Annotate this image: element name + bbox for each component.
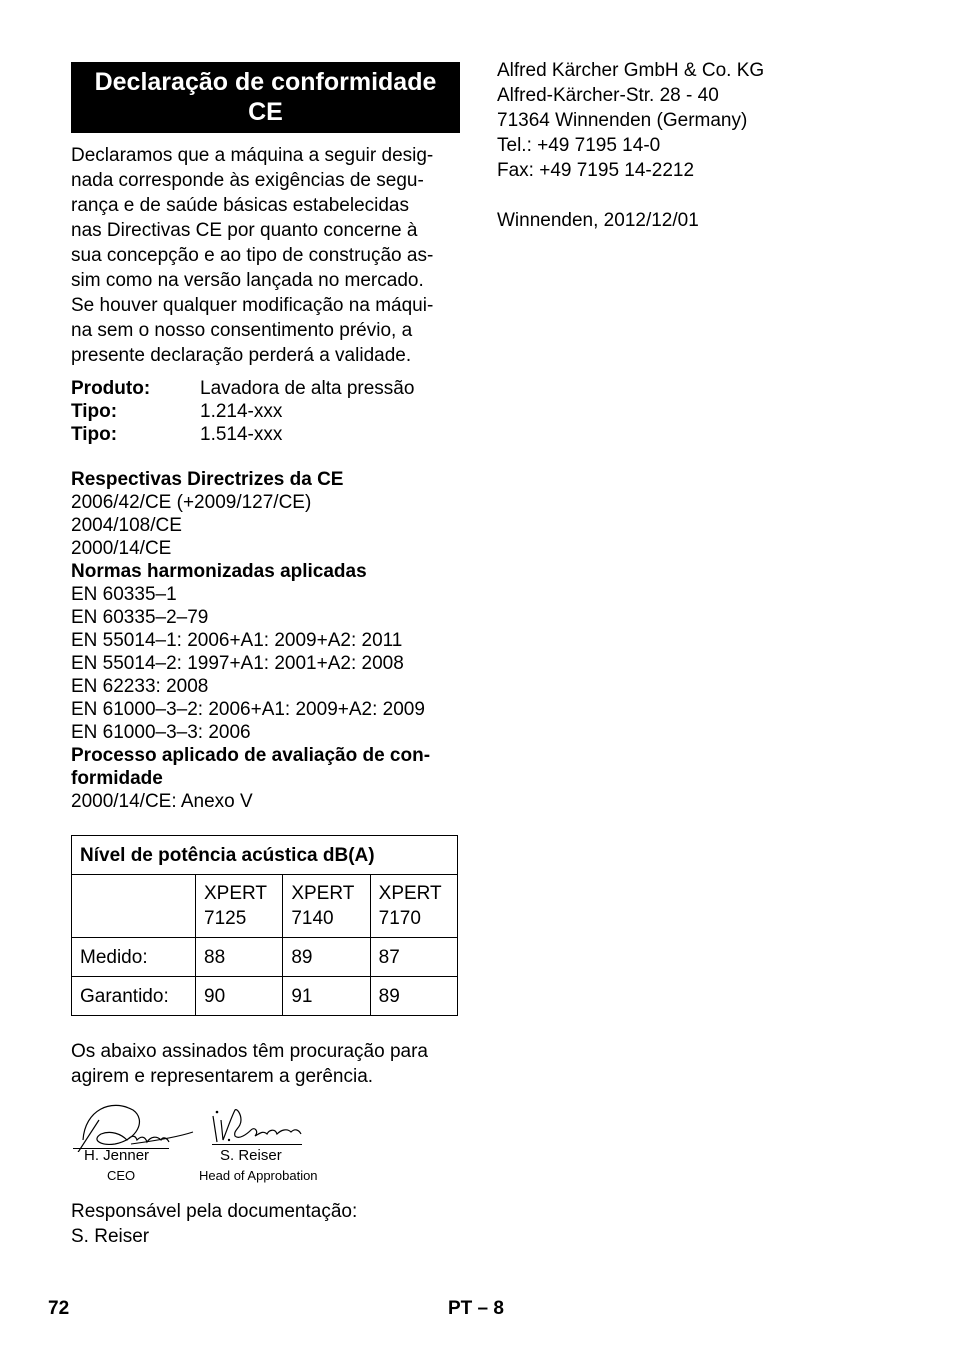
address-line: Fax: +49 7195 14-2212 bbox=[497, 160, 695, 181]
row-label: Garantido: bbox=[72, 977, 196, 1016]
product-label: Produto: bbox=[71, 378, 151, 399]
model-line: 7170 bbox=[378, 908, 421, 929]
declaration-paragraph bbox=[71, 143, 460, 368]
directives-heading: Respectivas Directrizes da CE bbox=[71, 469, 344, 490]
title-line-2: CE bbox=[248, 98, 283, 126]
type-value: 1.514-xxx bbox=[200, 424, 283, 445]
table-cell: 89 bbox=[370, 977, 457, 1016]
type-label: Tipo: bbox=[71, 424, 118, 445]
standard-item: EN 55014–1: 2006+A1: 2009+A2: 2011 bbox=[71, 630, 403, 651]
intro-line: presente declaração perderá a validade. bbox=[71, 345, 412, 366]
left-column bbox=[71, 62, 460, 813]
process-value: 2000/14/CE: Anexo V bbox=[71, 791, 253, 812]
product-value: Lavadora de alta pressão bbox=[200, 378, 415, 399]
intro-line: Declaramos que a máquina a seguir desig- bbox=[71, 145, 434, 166]
table-row bbox=[72, 938, 458, 977]
model-cell bbox=[370, 875, 457, 938]
responsible-name: S. Reiser bbox=[71, 1226, 150, 1247]
process-heading: Processo aplicado de avaliação de con- bbox=[71, 745, 431, 766]
directive-item: 2004/108/CE bbox=[71, 515, 182, 536]
product-row bbox=[71, 377, 460, 400]
sound-power-table bbox=[71, 835, 458, 1016]
standard-item: EN 60335–1 bbox=[71, 584, 177, 605]
note-line: agirem e representarem a gerência. bbox=[71, 1066, 374, 1087]
table-cell: 87 bbox=[370, 938, 457, 977]
table-row bbox=[72, 977, 458, 1016]
intro-line: sua concepção e ao tipo de construção as- bbox=[71, 245, 434, 266]
directive-item: 2000/14/CE bbox=[71, 538, 172, 559]
model-cell bbox=[196, 875, 283, 938]
type-row bbox=[71, 400, 460, 423]
model-line: 7140 bbox=[291, 908, 334, 929]
table-cell: 91 bbox=[283, 977, 370, 1016]
intro-line: Se houver qualquer modificação na máqui- bbox=[71, 295, 434, 316]
table-row bbox=[72, 875, 458, 938]
responsible-label: Responsável pela documentação: bbox=[71, 1201, 358, 1222]
type-label: Tipo: bbox=[71, 401, 118, 422]
row-label: Medido: bbox=[72, 938, 196, 977]
table-cell-empty bbox=[72, 875, 196, 938]
standard-item: EN 55014–2: 1997+A1: 2001+A2: 2008 bbox=[71, 653, 404, 674]
standard-item: EN 61000–3–3: 2006 bbox=[71, 722, 251, 743]
directive-item: 2006/42/CE (+2009/127/CE) bbox=[71, 492, 312, 513]
process-heading-cont: formidade bbox=[71, 768, 163, 789]
intro-line: nas Directivas CE por quanto concerne à bbox=[71, 220, 418, 241]
table-cell: 89 bbox=[283, 938, 370, 977]
page-title bbox=[71, 62, 460, 133]
model-line: 7125 bbox=[204, 908, 247, 929]
product-info bbox=[71, 377, 460, 446]
table-title: Nível de potência acústica dB(A) bbox=[72, 836, 458, 875]
standards-heading: Normas harmonizadas aplicadas bbox=[71, 561, 367, 582]
table-cell: 88 bbox=[196, 938, 283, 977]
intro-line: rança e de saúde básicas estabelecidas bbox=[71, 195, 410, 216]
standard-item: EN 60335–2–79 bbox=[71, 607, 209, 628]
signatures-block bbox=[71, 1100, 371, 1190]
company-address bbox=[497, 58, 897, 233]
spacer bbox=[497, 183, 897, 208]
standard-item: EN 61000–3–2: 2006+A1: 2009+A2: 2009 bbox=[71, 699, 425, 720]
section-code: PT – 8 bbox=[448, 1298, 504, 1319]
intro-line: nada corresponde às exigências de segu- bbox=[71, 170, 424, 191]
type-row bbox=[71, 423, 460, 446]
signatory-note bbox=[71, 1039, 428, 1089]
intro-line: na sem o nosso consentimento prévio, a bbox=[71, 320, 413, 341]
documentation-responsible bbox=[71, 1199, 357, 1249]
intro-line: sim como na versão lançada no mercado. bbox=[71, 270, 424, 291]
model-line: XPERT bbox=[204, 883, 268, 904]
directives-section bbox=[71, 468, 460, 813]
signer-role: CEO bbox=[107, 1168, 136, 1183]
title-line-1: Declaração de conformidade bbox=[94, 68, 437, 96]
model-line: XPERT bbox=[291, 883, 355, 904]
note-line: Os abaixo assinados têm procuração para bbox=[71, 1041, 428, 1062]
model-cell bbox=[283, 875, 370, 938]
type-value: 1.214-xxx bbox=[200, 401, 283, 422]
signature-line bbox=[212, 1144, 302, 1145]
address-line: 71364 Winnenden (Germany) bbox=[497, 110, 748, 131]
place-date: Winnenden, 2012/12/01 bbox=[497, 210, 699, 231]
page-number: 72 bbox=[48, 1298, 70, 1319]
address-line: Tel.: +49 7195 14-0 bbox=[497, 135, 661, 156]
standard-item: EN 62233: 2008 bbox=[71, 676, 209, 697]
signer-role: Head of Approbation bbox=[199, 1168, 318, 1183]
address-line: Alfred Kärcher GmbH & Co. KG bbox=[497, 60, 765, 81]
table-cell: 90 bbox=[196, 977, 283, 1016]
signer-name: S. Reiser bbox=[220, 1147, 282, 1164]
address-line: Alfred-Kärcher-Str. 28 - 40 bbox=[497, 85, 719, 106]
model-line: XPERT bbox=[378, 883, 442, 904]
signer-name: H. Jenner bbox=[84, 1147, 150, 1164]
